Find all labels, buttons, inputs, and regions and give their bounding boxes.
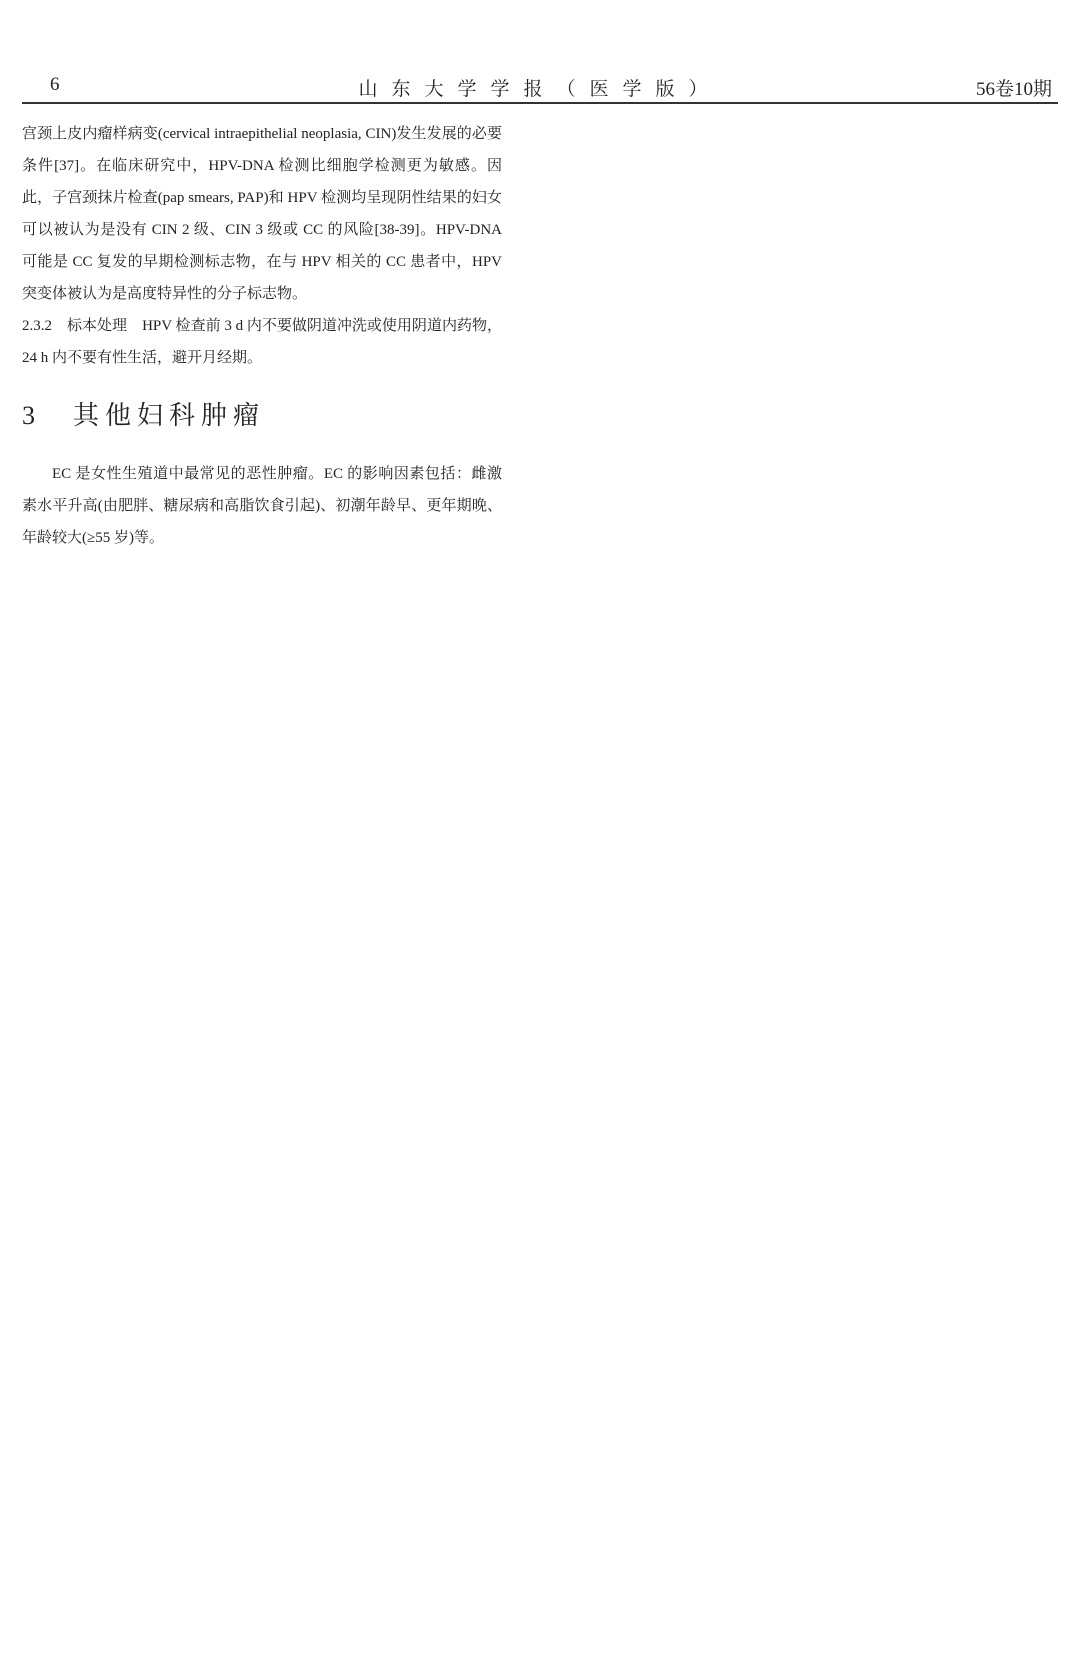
- volume-issue: 56卷10期: [975, 79, 1052, 100]
- section-title: 3 其他妇科肿瘤: [22, 401, 266, 430]
- paragraph: [22, 310, 502, 374]
- left-column: [22, 118, 502, 554]
- paragraph-text: HPV 检查前 3 d 内不要做阴道冲洗或使用阴道内药物，24 h 内不要有性生活，避开月经期。: [22, 318, 502, 366]
- journal-title: 山东大学学报（医学版）: [358, 79, 722, 100]
- paragraph: EC 是女性生殖道中最常见的恶性肿瘤。EC 的影响因素包括：雌激素水平升高(由肥胖、糖尿病和高脂饮食引起)、初潮年龄早、更年期晚、年龄较大(≥55 岁)等。: [22, 466, 502, 546]
- paragraph: 宫颈上皮内瘤样病变(cervical intraepithelial neoplasia, CIN)发生发展的必要条件[37]。在临床研究中，HPV-DNA 检测比细胞学检测更为敏感。因此，子宫颈抹片检查(pap smears, PAP)和 HPV 检测均呈现阴性结果的妇女可以被认为是没有 CIN 2 级、CIN 3 级或 CC 的风险[38-39]。HPV-DNA 可能是 CC 复发的早期检测标志物，在与 HPV 相关的 CC 患者中，HPV 突变体被认为是高度特异性的分子标志物。: [22, 126, 502, 302]
- page-number: 6: [50, 74, 60, 95]
- page-header: [22, 66, 1058, 104]
- subsection-label: 2.3.2 标本处理: [22, 318, 128, 334]
